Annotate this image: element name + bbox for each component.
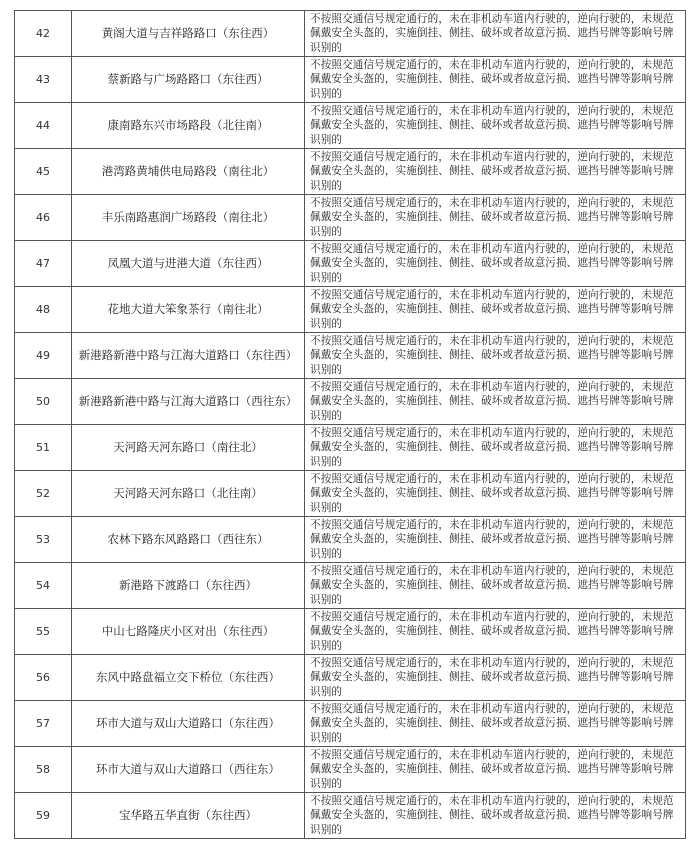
location-cell: 康南路东兴市场路段（北往南）: [72, 103, 305, 149]
table-row: [15, 563, 686, 609]
location-cell: 天河路天河东路口（南往北）: [72, 425, 305, 471]
row-number: 55: [15, 609, 72, 655]
location-cell: 新港路新港中路与江海大道路口（东往西）: [72, 333, 305, 379]
violation-description-cell: 不按照交通信号规定通行的，未在非机动车道内行驶的，逆向行驶的，未规范佩戴安全头盔的，实施倒挂、侧挂、破坏或者故意污损、遮挡号牌等影响号牌识别的: [305, 195, 686, 241]
row-number: 52: [15, 471, 72, 517]
table-row: [15, 517, 686, 563]
violation-description-cell: 不按照交通信号规定通行的，未在非机动车道内行驶的，逆向行驶的，未规范佩戴安全头盔的，实施倒挂、侧挂、破坏或者故意污损、遮挡号牌等影响号牌识别的: [305, 57, 686, 103]
location-cell: 东风中路盘福立交下桥位（东往西）: [72, 655, 305, 701]
table-row: [15, 655, 686, 701]
table-row: [15, 11, 686, 57]
location-cell: 环市大道与双山大道路口（西往东）: [72, 747, 305, 793]
row-number: 42: [15, 11, 72, 57]
table-row: [15, 287, 686, 333]
location-cell: 天河路天河东路口（北往南）: [72, 471, 305, 517]
location-cell: 蔡新路与广场路路口（东往西）: [72, 57, 305, 103]
violation-description-cell: 不按照交通信号规定通行的，未在非机动车道内行驶的，逆向行驶的，未规范佩戴安全头盔的，实施倒挂、侧挂、破坏或者故意污损、遮挡号牌等影响号牌识别的: [305, 333, 686, 379]
location-cell: 宝华路五华直街（东往西）: [72, 793, 305, 839]
violation-description-cell: 不按照交通信号规定通行的，未在非机动车道内行驶的，逆向行驶的，未规范佩戴安全头盔的，实施倒挂、侧挂、破坏或者故意污损、遮挡号牌等影响号牌识别的: [305, 517, 686, 563]
violation-description-cell: 不按照交通信号规定通行的，未在非机动车道内行驶的，逆向行驶的，未规范佩戴安全头盔的，实施倒挂、侧挂、破坏或者故意污损、遮挡号牌等影响号牌识别的: [305, 11, 686, 57]
location-cell: 新港路新港中路与江海大道路口（西往东）: [72, 379, 305, 425]
violation-description-cell: 不按照交通信号规定通行的，未在非机动车道内行驶的，逆向行驶的，未规范佩戴安全头盔的，实施倒挂、侧挂、破坏或者故意污损、遮挡号牌等影响号牌识别的: [305, 379, 686, 425]
row-number: 48: [15, 287, 72, 333]
table-row: [15, 471, 686, 517]
row-number: 51: [15, 425, 72, 471]
row-number: 47: [15, 241, 72, 287]
location-cell: 农林下路东风路路口（西往东）: [72, 517, 305, 563]
table-row: [15, 379, 686, 425]
violation-description-cell: 不按照交通信号规定通行的，未在非机动车道内行驶的，逆向行驶的，未规范佩戴安全头盔的，实施倒挂、侧挂、破坏或者故意污损、遮挡号牌等影响号牌识别的: [305, 747, 686, 793]
table-row: [15, 701, 686, 747]
location-cell: 环市大道与双山大道路口（东往西）: [72, 701, 305, 747]
row-number: 56: [15, 655, 72, 701]
row-number: 46: [15, 195, 72, 241]
violation-description-cell: 不按照交通信号规定通行的，未在非机动车道内行驶的，逆向行驶的，未规范佩戴安全头盔的，实施倒挂、侧挂、破坏或者故意污损、遮挡号牌等影响号牌识别的: [305, 103, 686, 149]
table-body: [15, 11, 686, 839]
table-row: [15, 195, 686, 241]
row-number: 59: [15, 793, 72, 839]
table-row: [15, 793, 686, 839]
row-number: 49: [15, 333, 72, 379]
table-row: [15, 609, 686, 655]
table-row: [15, 241, 686, 287]
violation-description-cell: 不按照交通信号规定通行的，未在非机动车道内行驶的，逆向行驶的，未规范佩戴安全头盔的，实施倒挂、侧挂、破坏或者故意污损、遮挡号牌等影响号牌识别的: [305, 793, 686, 839]
table-row: [15, 747, 686, 793]
violation-description-cell: 不按照交通信号规定通行的，未在非机动车道内行驶的，逆向行驶的，未规范佩戴安全头盔的，实施倒挂、侧挂、破坏或者故意污损、遮挡号牌等影响号牌识别的: [305, 655, 686, 701]
row-number: 50: [15, 379, 72, 425]
table-row: [15, 333, 686, 379]
enforcement-points-table: [14, 10, 686, 839]
table-row: [15, 103, 686, 149]
location-cell: 中山七路隆庆小区对出（东往西）: [72, 609, 305, 655]
violation-description-cell: 不按照交通信号规定通行的，未在非机动车道内行驶的，逆向行驶的，未规范佩戴安全头盔的，实施倒挂、侧挂、破坏或者故意污损、遮挡号牌等影响号牌识别的: [305, 471, 686, 517]
table-row: [15, 425, 686, 471]
table-row: [15, 149, 686, 195]
location-cell: 丰乐南路惠润广场路段（南往北）: [72, 195, 305, 241]
location-cell: 凤凰大道与进港大道（东往西）: [72, 241, 305, 287]
row-number: 53: [15, 517, 72, 563]
location-cell: 新港路下渡路口（东往西）: [72, 563, 305, 609]
violation-description-cell: 不按照交通信号规定通行的，未在非机动车道内行驶的，逆向行驶的，未规范佩戴安全头盔的，实施倒挂、侧挂、破坏或者故意污损、遮挡号牌等影响号牌识别的: [305, 701, 686, 747]
row-number: 44: [15, 103, 72, 149]
row-number: 45: [15, 149, 72, 195]
violation-description-cell: 不按照交通信号规定通行的，未在非机动车道内行驶的，逆向行驶的，未规范佩戴安全头盔的，实施倒挂、侧挂、破坏或者故意污损、遮挡号牌等影响号牌识别的: [305, 425, 686, 471]
violation-description-cell: 不按照交通信号规定通行的，未在非机动车道内行驶的，逆向行驶的，未规范佩戴安全头盔的，实施倒挂、侧挂、破坏或者故意污损、遮挡号牌等影响号牌识别的: [305, 241, 686, 287]
location-cell: 黄阁大道与吉祥路路口（东往西）: [72, 11, 305, 57]
violation-description-cell: 不按照交通信号规定通行的，未在非机动车道内行驶的，逆向行驶的，未规范佩戴安全头盔的，实施倒挂、侧挂、破坏或者故意污损、遮挡号牌等影响号牌识别的: [305, 287, 686, 333]
violation-description-cell: 不按照交通信号规定通行的，未在非机动车道内行驶的，逆向行驶的，未规范佩戴安全头盔的，实施倒挂、侧挂、破坏或者故意污损、遮挡号牌等影响号牌识别的: [305, 149, 686, 195]
row-number: 58: [15, 747, 72, 793]
location-cell: 港湾路黄埔供电局路段（南往北）: [72, 149, 305, 195]
location-cell: 花地大道大笨象茶行（南往北）: [72, 287, 305, 333]
violation-description-cell: 不按照交通信号规定通行的，未在非机动车道内行驶的，逆向行驶的，未规范佩戴安全头盔的，实施倒挂、侧挂、破坏或者故意污损、遮挡号牌等影响号牌识别的: [305, 609, 686, 655]
row-number: 57: [15, 701, 72, 747]
table-row: [15, 57, 686, 103]
violation-description-cell: 不按照交通信号规定通行的，未在非机动车道内行驶的，逆向行驶的，未规范佩戴安全头盔的，实施倒挂、侧挂、破坏或者故意污损、遮挡号牌等影响号牌识别的: [305, 563, 686, 609]
row-number: 43: [15, 57, 72, 103]
row-number: 54: [15, 563, 72, 609]
